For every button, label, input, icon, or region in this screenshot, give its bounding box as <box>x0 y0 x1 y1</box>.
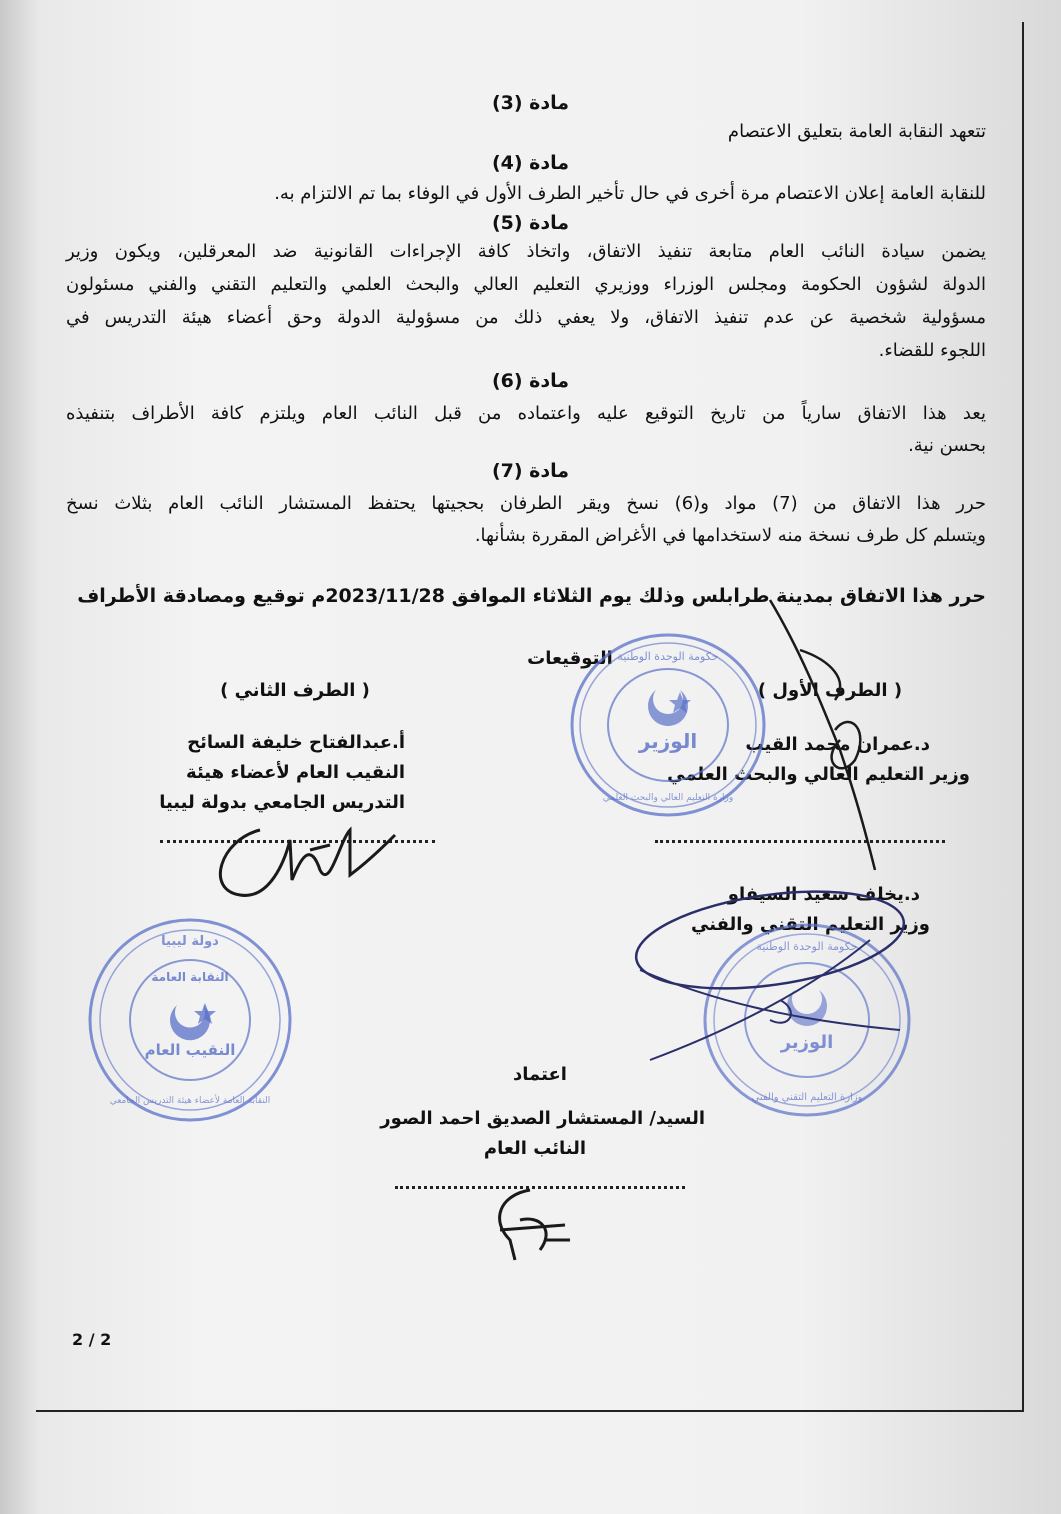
article-6-line-2: بحسن نية. <box>908 435 986 456</box>
second-party-label: ( الطرف الثاني ) <box>220 680 370 701</box>
article-3-title: مادة (3) <box>491 92 570 114</box>
stamp-inner-text: الوزير <box>780 1032 834 1053</box>
article-6-line-1: يعد هذا الاتفاق سارياً من تاريخ التوقيع عليه واعتماده من قبل النائب العام ويلتزم كافة الأطراف بتنفيذه <box>66 403 986 424</box>
stamp-ring-text: النقابة العامة لأعضاء هيئة التدريس الجامعي <box>109 1096 271 1106</box>
approval-label: اعتماد <box>513 1064 567 1085</box>
article-5-line-2: الدولة لشؤون الحكومة ومجلس الوزراء ووزيري التعليم العالي والبحث العلمي والتعليم التقني والفني مسئولون <box>66 274 986 295</box>
higher-education-ministry-stamp <box>568 630 768 820</box>
article-7-line-1: حرر هذا الاتفاق من (7) مواد و(6) نسخ ويقر الطرفان بحجيتها يحتفظ المستشار النائب العام بثلاث نسخ <box>66 493 987 514</box>
stamp-outer-text: دولة ليبيا <box>161 934 219 949</box>
stamp-top-text: النقابة العامة <box>151 970 229 984</box>
page-number: 2 / 2 <box>72 1330 112 1349</box>
signatures-title: التوقيعات <box>527 648 613 669</box>
first-party-title-2: وزير التعليم التقني والفني <box>691 914 930 935</box>
article-3-text: تتعهد النقابة العامة بتعليق الاعتصام <box>727 121 986 142</box>
article-6-title: مادة (6) <box>491 370 570 392</box>
first-party-title-1: وزير التعليم العالي والبحث العلمي <box>667 764 970 785</box>
article-4-text: للنقابة العامة إعلان الاعتصام مرة أخرى في حال تأخير الطرف الأول في الوفاء بما تم الالتزام به. <box>274 183 986 204</box>
stamp-ring-text: وزارة التعليم التقني والفني <box>751 1092 863 1103</box>
first-party-signature-2 <box>630 880 920 1080</box>
second-party-name: أ.عبدالفتاح خليفة السائح <box>187 732 405 753</box>
first-party-signature-1 <box>740 590 940 890</box>
approval-signature <box>470 1180 590 1270</box>
first-party-name-2: د.يخلف سعيد السيفاو <box>727 884 920 905</box>
union-stamp <box>85 915 295 1125</box>
article-5-line-3: مسؤولية شخصية عن عدم تنفيذ الاتفاق، ولا يعفي ذلك من مسؤولية الدولة وحق أعضاء هيئة التدريس في <box>66 307 986 328</box>
article-4-title: مادة (4) <box>491 152 570 174</box>
closing-statement: حرر هذا الاتفاق بمدينة طرابلس وذلك يوم الثلاثاء الموافق 2023/11/28م توقيع ومصادقة الأطراف <box>77 585 986 607</box>
stamp-ring-text: وزارة التعليم العالي والبحث العلمي <box>602 793 734 803</box>
first-party-name-1: د.عمران محمد القيب <box>745 734 930 755</box>
article-5-line-1: يضمن سيادة النائب العام متابعة تنفيذ الاتفاق، واتخاذ كافة الإجراءات القانونية ضد المعرقلين، ويكون وزير <box>66 241 986 262</box>
first-party-label: ( الطرف الأول ) <box>757 680 903 701</box>
article-5-line-4: اللجوء للقضاء. <box>878 340 986 361</box>
article-7-title: مادة (7) <box>491 460 570 482</box>
second-party-signature <box>200 800 400 910</box>
article-7-line-2: ويتسلم كل طرف نسخة منه لاستخدامها في الأغراض المقررة بشأنها. <box>474 525 986 546</box>
second-party-title-2: التدريس الجامعي بدولة ليبيا <box>159 792 405 813</box>
stamp-inner-text: النقيب العام <box>144 1041 236 1059</box>
stamp-inner-text: الوزير <box>638 729 698 753</box>
stamp-outer-text: حكومة الوحدة الوطنية <box>617 650 719 663</box>
stamp-outer-text: حكومة الوحدة الوطنية <box>756 940 858 953</box>
approval-name: السيد/ المستشار الصديق احمد الصور <box>380 1108 705 1129</box>
approval-title: النائب العام <box>483 1138 587 1159</box>
article-5-title: مادة (5) <box>491 212 570 234</box>
second-party-title-1: النقيب العام لأعضاء هيئة <box>186 762 405 783</box>
